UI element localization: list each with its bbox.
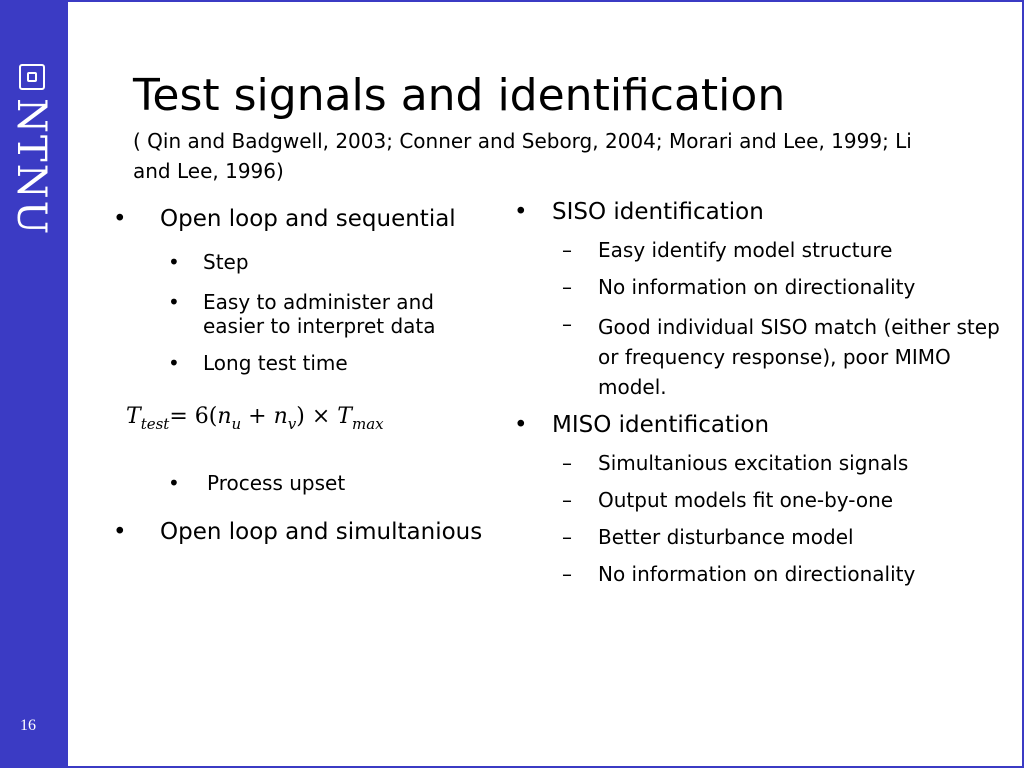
right-sub-item: Better disturbance model [598,525,854,549]
right-sub-item: Simultanious excitation signals [598,451,909,475]
bullet-icon: • [168,351,180,375]
left-sub-item: Easy to administer and easier to interpret data [203,290,436,338]
dash-icon: – [562,312,572,336]
left-sub-item: Long test time [203,351,348,375]
bullet-icon: • [168,250,180,274]
top-border [68,0,1024,2]
bullet-icon: • [113,519,127,545]
bullet-icon: • [168,471,180,495]
slide-title: Test signals and identification [133,70,786,121]
right-sub-item: Output models fit one-by-one [598,488,894,512]
slide-references: ( Qin and Badgwell, 2003; Conner and Seborg, 2004; Morari and Lee, 1999; Li and Lee, 1996) [133,129,912,183]
bullet-icon: • [113,206,127,232]
ntnu-logo-text: NTNU [8,98,54,237]
left-sub-item: Process upset [207,471,346,495]
bullet-icon: • [168,290,180,314]
sidebar [0,0,68,768]
right-sub-item: No information on directionality [598,562,916,586]
bullet-icon: • [514,412,528,438]
right-sub-item: Easy identify model structure [598,238,893,262]
right-item-1: SISO identification [552,199,764,225]
bullet-icon: • [514,199,528,225]
left-item-1: Open loop and sequential [160,206,456,232]
dash-icon: – [562,488,572,512]
left-sub-item: Step [203,250,249,274]
dash-icon: – [562,562,572,586]
dash-icon: – [562,451,572,475]
right-sub-item: No information on directionality [598,275,916,299]
left-item-2: Open loop and simultanious [160,519,483,545]
page-number: 16 [20,717,36,734]
right-item-2: MISO identification [552,412,770,438]
dash-icon: – [562,238,572,262]
ntnu-logo-icon [19,64,45,90]
test-time-formula: $T_{test}= 6(n_u + n_v) \times T_{max}$ [126,404,384,433]
dash-icon: – [562,275,572,299]
dash-icon: – [562,525,572,549]
right-sub-item: Good individual SISO match (either step or frequency response), poor MIMO model. [598,315,1000,399]
